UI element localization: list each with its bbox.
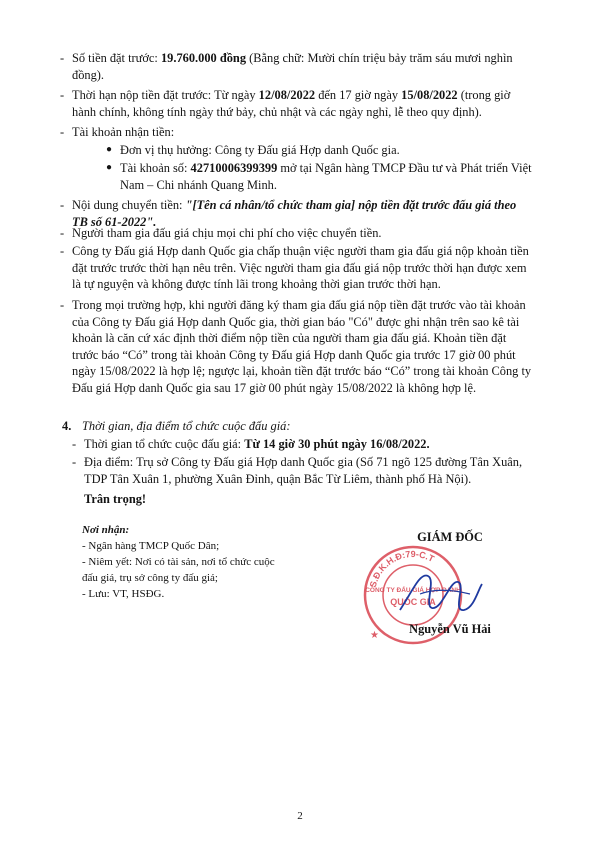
deposit-amount-paragraph — [60, 50, 532, 83]
signature-icon — [390, 562, 490, 622]
deposit-deadline-paragraph — [60, 87, 532, 120]
recipient-item: - Lưu: VT, HSĐG. — [82, 588, 165, 600]
validity-paragraph — [60, 297, 532, 397]
dash-marker: - — [72, 437, 77, 451]
transfer-content: "[Tên cá nhân/tổ chức tham gia] nộp tiền đặt trước đấu giá theo TB số 61-2022". — [72, 198, 517, 229]
fees-paragraph — [60, 225, 532, 242]
text-run: Nội dung chuyển tiền: — [72, 198, 186, 212]
early-deposit-paragraph — [60, 243, 532, 293]
text-run: (Bằng chữ: Mười chín triệu bảy trăm sáu mươi nghìn đồng). — [72, 51, 513, 82]
recipient-item: - Niêm yết: Nơi có tài sản, nơi tổ chức cuộc đấu giá, trụ sở công ty đấu giá; — [82, 556, 275, 584]
account-number: 42710006399399 — [190, 161, 278, 175]
stamp-ring-text: S.Đ.K.H.Đ:79-C.T — [367, 548, 436, 589]
text-run: Trong mọi trường hợp, khi người đăng ký tham gia đấu giá nộp tiền đặt trước vào tài khoản của Công ty Đấu giá Hợp danh Quốc gia, thời gian báo "Có" được ghi nhận trên sao kê tài khoản là căn cứ xác định thời điểm nộp tiền của người tham gia đấu giá. Khoản tiền đặt trước báo “Có” trong tài khoản Công ty Đấu giá Hợp danh Quốc gia trước 17 giờ 00 phút ngày 15/08/2022 là hợp lệ; ngược lại, khoản tiền đặt trước báo “Có” trong tài khoản Công ty Đấu giá Hợp danh Quốc gia sau 17 giờ 00 phút ngày 15/08/2022 là không hợp lệ. — [72, 298, 532, 395]
beneficiary-item — [106, 142, 538, 159]
text-run: mở tại Ngân hàng TMCP Đầu tư và Phát triển Việt Nam – Chi nhánh Quang Minh. — [120, 161, 532, 192]
account-number-item — [106, 160, 538, 193]
page-number: 2 — [297, 810, 303, 822]
signer-role: GIÁM ĐỐC — [417, 530, 483, 544]
text-run: đến 17 giờ ngày — [315, 88, 402, 102]
auction-time-paragraph — [72, 436, 532, 453]
closing-text: Trân trọng! — [84, 492, 147, 506]
section-4-heading — [62, 418, 542, 435]
handwritten-signature — [390, 562, 490, 622]
dash-marker: - — [60, 198, 65, 212]
recipient-item: - Ngân hàng TMCP Quốc Dân; — [82, 540, 220, 552]
text-run: Người tham gia đấu giá chịu mọi chi phí cho việc chuyển tiền. — [72, 226, 382, 240]
text-run: Số tiền đặt trước: — [72, 51, 161, 65]
text-run: Thời gian tổ chức cuộc đấu giá: — [84, 437, 245, 451]
stamp-center-text: CÔNG TY ĐẤU GIÁ HỢP DANH — [365, 587, 461, 594]
dash-marker: - — [60, 244, 65, 258]
auction-location-paragraph — [72, 454, 532, 487]
deposit-amount: 19.760.000 đồng — [160, 51, 247, 65]
stamp-star-icon: ★ — [370, 630, 379, 641]
text-run: Tài khoản nhận tiền: — [72, 125, 175, 139]
end-date: 15/08/2022 — [401, 88, 458, 102]
recipients-title: Nơi nhận: — [82, 524, 130, 536]
dash-marker: - — [60, 51, 65, 65]
dash-marker: - — [72, 455, 77, 469]
text-run: Đơn vị thụ hưởng: Công ty Đấu giá Hợp danh Quốc gia. — [120, 143, 400, 157]
text-run: (trong giờ hành chính, không tính ngày thứ bảy, chủ nhật và các ngày nghỉ, lễ theo quy định). — [72, 88, 511, 119]
dash-marker: - — [60, 226, 65, 240]
text-run: Công ty Đấu giá Hợp danh Quốc gia chấp thuận việc người tham gia đấu giá nộp khoản tiền đặt trước trước thời hạn nêu trên. Việc người tham gia đấu giá nộp trước thời hạn được xem là tự nguyện và không được tính lãi trong khoảng thời gian trước thời hạn. — [72, 244, 529, 292]
section-title: Thời gian, địa điểm tổ chức cuộc đấu giá: — [82, 419, 291, 433]
text-run: Thời hạn nộp tiền đặt trước: Từ ngày — [72, 88, 259, 102]
start-date: 12/08/2022 — [258, 88, 316, 102]
dash-marker: - — [60, 125, 65, 139]
dash-marker: - — [60, 88, 65, 102]
recipients-block — [82, 522, 282, 602]
account-heading — [60, 124, 532, 141]
stamp-bottom-text: QUỐC GIA — [390, 597, 436, 607]
section-number: 4. — [62, 419, 72, 433]
auction-time: Từ 14 giờ 30 phút ngày 16/08/2022. — [244, 437, 430, 451]
signer-name: Nguyễn Vũ Hải — [409, 622, 491, 636]
bullet-marker: ● — [106, 162, 113, 173]
text-run: Tài khoản số: — [120, 161, 191, 175]
text-run: Địa điểm: Trụ sở Công ty Đấu giá Hợp danh Quốc gia (Số 71 ngõ 125 đường Tân Xuân, TDP Tân Xuân 1, phường Xuân Đỉnh, quận Bắc Từ Liêm, thành phố Hà Nội). — [84, 455, 523, 486]
dash-marker: - — [60, 298, 65, 312]
bullet-marker: ● — [106, 144, 113, 155]
